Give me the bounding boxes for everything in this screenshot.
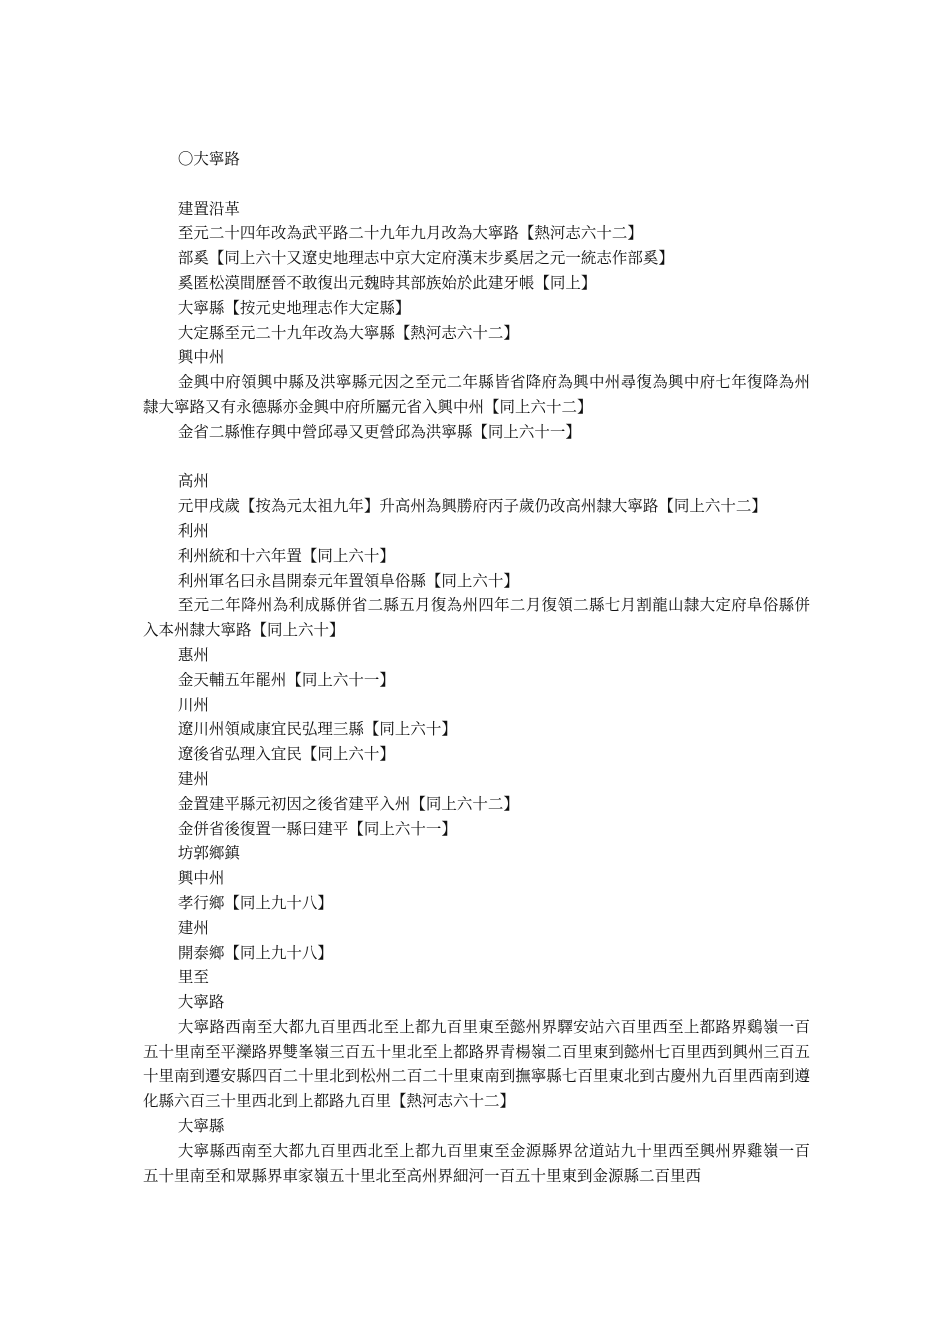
text-line: 利州軍名曰永昌開泰元年置領阜俗縣【同上六十】 bbox=[177, 571, 519, 590]
heading-li-zhou: 利州 bbox=[177, 521, 209, 540]
text-line: 金省二縣惟存興中營邱尋又更營邱為洪寧縣【同上六十一】 bbox=[177, 422, 581, 441]
text-line: 金天輔五年罷州【同上六十一】 bbox=[177, 670, 395, 689]
text-line: 奚匿松漠間歷晉不敢復出元魏時其部族始於此建牙帳【同上】 bbox=[177, 273, 597, 292]
document-page bbox=[143, 147, 810, 1188]
text-paragraph: 大寧縣西南至大都九百里西北至上都九百里東至金源縣界岔道站九十里西至興州界雞嶺一百五十里南至和眾縣界車家嶺五十里北至高州界細河一百五十里東到金源縣二百里西 bbox=[143, 1141, 810, 1185]
text-line: 部奚【同上六十又遼史地理志中京大定府漢末步奚居之元一統志作部奚】 bbox=[177, 249, 674, 268]
heading-gao-zhou: 高州 bbox=[177, 472, 209, 491]
text-line: 遼後省弘理入宜民【同上六十】 bbox=[177, 745, 395, 764]
heading-lizhi: 里至 bbox=[177, 968, 209, 987]
heading-xingzhong-zhou: 興中州 bbox=[177, 348, 225, 367]
heading-daning-lu: 大寧路 bbox=[177, 993, 225, 1012]
text-line: 金併省後復置一縣曰建平【同上六十一】 bbox=[177, 819, 457, 838]
blank-line bbox=[143, 445, 810, 470]
text-paragraph: 金興中府領興中縣及洪寧縣元因之至元二年縣皆省降府為興中州尋復為興中府七年復降為州隸大寧路又有永德縣亦金興中府所屬元省入興中州【同上六十二】 bbox=[143, 373, 810, 416]
text-line: 大定縣至元二十九年改為大寧縣【熱河志六十二】 bbox=[177, 323, 519, 342]
blank-line bbox=[143, 172, 810, 197]
text-paragraph: 大寧路西南至大都九百里西北至上都九百里東至懿州界驛安站六百里西至上都路界鷄嶺一百五十里南至平灤路界雙峯嶺三百五十里北至上都路界青楊嶺二百里東到懿州七百里西到興州三百五十里南到遷安縣四百二十里北到松州二百二十里東南到撫寧縣七百里東北到古慶州九百里西南到遵化縣六百三十里西北到上都路九百里【熱河志六十二】 bbox=[143, 1017, 810, 1111]
heading-jian-zhou: 建州 bbox=[177, 769, 209, 788]
text-paragraph: 元甲戌歲【按為元太祖九年】升高州為興勝府丙子歲仍改高州隸大寧路【同上六十二】 bbox=[177, 497, 767, 516]
text-line: 大寧縣【按元史地理志作大定縣】 bbox=[177, 298, 411, 317]
heading-fangguo-xiangzhen: 坊郭鄉鎮 bbox=[177, 844, 240, 863]
text-line: 開泰鄉【同上九十八】 bbox=[177, 943, 333, 962]
heading-chuan-zhou: 川州 bbox=[177, 695, 209, 714]
section-title: 〇大寧路 bbox=[177, 150, 240, 168]
heading-daning-xian: 大寧縣 bbox=[177, 1117, 225, 1136]
text-line: 遼川州領咸康宜民弘理三縣【同上六十】 bbox=[177, 720, 457, 739]
text-line: 至元二十四年改為武平路二十九年九月改為大寧路【熱河志六十二】 bbox=[177, 224, 643, 243]
text-line: 孝行鄉【同上九十八】 bbox=[177, 893, 333, 912]
text-line: 金置建平縣元初因之後省建平入州【同上六十二】 bbox=[177, 794, 519, 813]
text-line: 利州統和十六年置【同上六十】 bbox=[177, 546, 395, 565]
heading-jianzhi-yange: 建置沿革 bbox=[177, 199, 240, 218]
heading-xingzhong-zhou: 興中州 bbox=[177, 869, 225, 888]
heading-hui-zhou: 惠州 bbox=[177, 645, 209, 664]
text-paragraph: 至元二年降州為利成縣併省二縣五月復為州四年二月復領二縣七月割龍山隸大定府阜俗縣併入本州隸大寧路【同上六十】 bbox=[143, 596, 810, 640]
heading-jian-zhou: 建州 bbox=[177, 918, 209, 937]
